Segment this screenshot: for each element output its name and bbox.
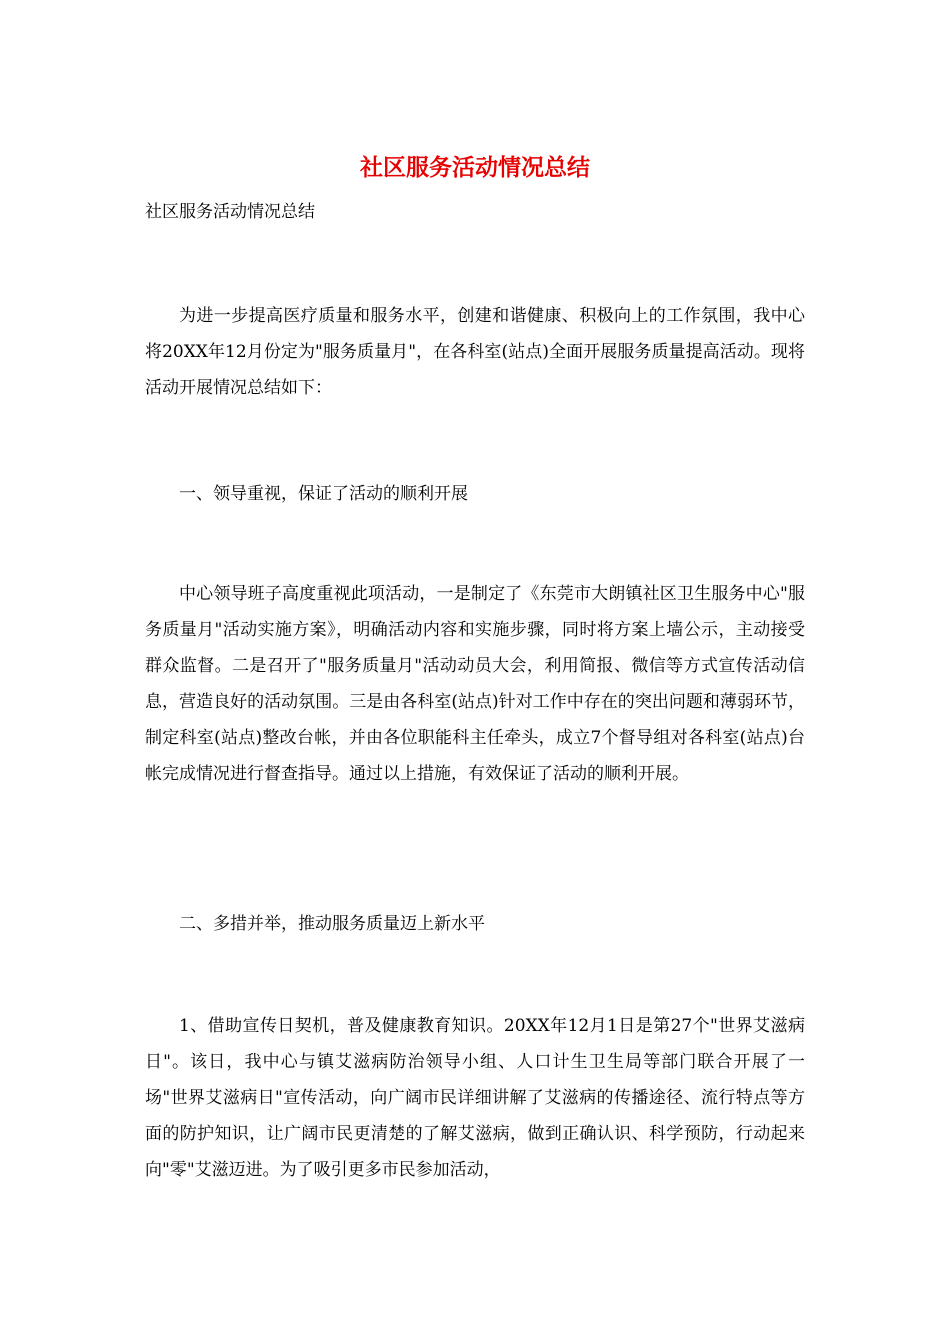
intro-paragraph: 为进一步提高医疗质量和服务水平，创建和谐健康、积极向上的工作氛围，我中心将20XX年12月份定为"服务质量月"，在各科室(站点)全面开展服务质量提高活动。现将活动开展情况总结如下： [145,306,805,398]
section-1-paragraph: 中心领导班子高度重视此项活动，一是制定了《东莞市大朗镇社区卫生服务中心"服务质量月"活动实施方案》，明确活动内容和实施步骤，同时将方案上墙公示，主动接受群众监督。二是召开了"服务质量月"活动动员大会，利用简报、微信等方式宣传活动信息，营造良好的活动氛围。三是由各科室(站点)针对工作中存在的突出问题和薄弱环节，制定科室(站点)整改台帐，并由各位职能科主任牵头，成立7个督导组对各科室(站点)台帐完成情况进行督查指导。通过以上措施，有效保证了活动的顺利开展。 [145,584,805,784]
document-title: 社区服务活动情况总结 [360,154,590,181]
section-2-heading: 二、多措并举，推动服务质量迈上新水平 [179,914,485,934]
section-2-item-1-paragraph: 1、借助宣传日契机，普及健康教育知识。20XX年12月1日是第27个"世界艾滋病日"。该日，我中心与镇艾滋病防治领导小组、人口计生卫生局等部门联合开展了一场"世界艾滋病日"宣传活动，向广阔市民详细讲解了艾滋病的传播途径、流行特点等方面的防护知识，让广阔市民更清楚的了解艾滋病，做到正确认识、科学预防，行动起来向"零"艾滋迈进。为了吸引更多市民参加活动， [145,1016,805,1180]
section-1-heading: 一、领导重视，保证了活动的顺利开展 [179,484,468,504]
document-subtitle: 社区服务活动情况总结 [145,202,315,222]
